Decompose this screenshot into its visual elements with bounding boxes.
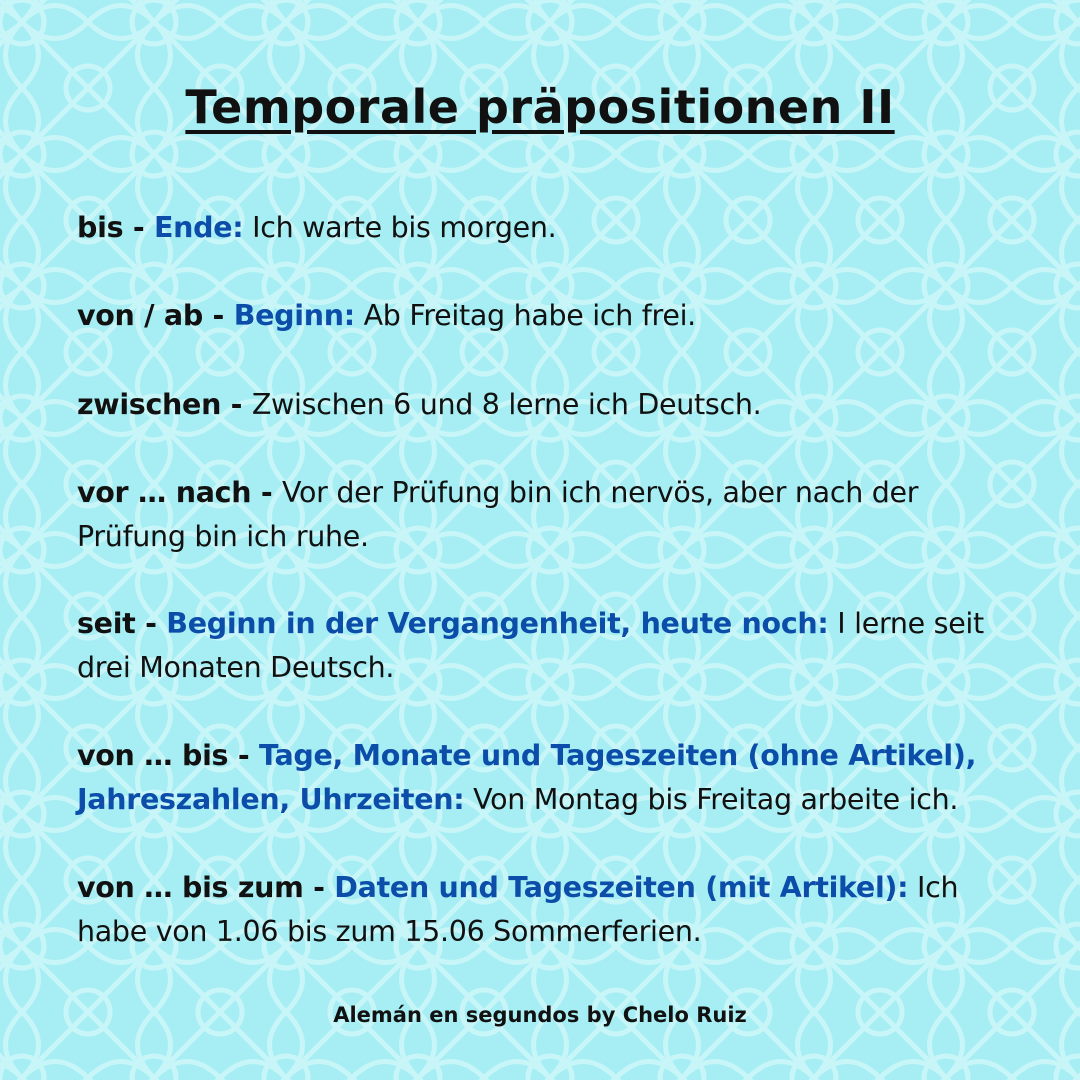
entry-zwischen [77, 383, 1007, 427]
entry-example: Ich habe von 1.06 bis zum 15.06 Sommerferien. [77, 871, 959, 948]
entry-example: Ab Freitag habe ich frei. [354, 299, 696, 332]
entry-category: Beginn: [233, 299, 355, 332]
entry-example: I lerne seit drei Monaten Deutsch. [77, 607, 984, 684]
entry-term: bis - [77, 211, 155, 244]
entry-example: Ich warte bis morgen. [243, 211, 557, 244]
entry-category: Daten und Tageszeiten (mit Artikel): [334, 871, 909, 904]
entry-seit [77, 602, 1007, 690]
entry-von-ab [77, 294, 1007, 338]
entry-example: Von Montag bis Freitag arbeite ich. [464, 783, 959, 816]
entry-term: von … bis - [77, 739, 259, 772]
entry-term: von … bis zum - [77, 871, 335, 904]
entry-category: Ende: [154, 211, 244, 244]
entry-term: vor … nach - [77, 476, 283, 509]
entry-example: Vor der Prüfung bin ich nervös, aber nach der Prüfung bin ich ruhe. [77, 476, 919, 553]
page-title-text: Temporale präpositionen II [185, 80, 895, 134]
entry-term: von / ab - [77, 299, 234, 332]
footer-credit: Alemán en segundos by Chelo Ruiz [333, 1003, 747, 1027]
entry-term: zwischen - [77, 388, 252, 421]
entry-bis [77, 206, 1007, 250]
entry-example: Zwischen 6 und 8 lerne ich Deutsch. [251, 388, 762, 421]
entry-von-bis-zum [77, 866, 1007, 954]
entry-von-bis [77, 734, 1007, 822]
entry-term: seit - [77, 607, 167, 640]
entry-vor-nach [77, 471, 1007, 559]
entry-category: Tage, Monate und Tageszeiten (ohne Artikel), Jahreszahlen, Uhrzeiten: [77, 739, 977, 816]
entry-category: Beginn in der Vergangenheit, heute noch: [166, 607, 829, 640]
page-title [0, 80, 1080, 134]
